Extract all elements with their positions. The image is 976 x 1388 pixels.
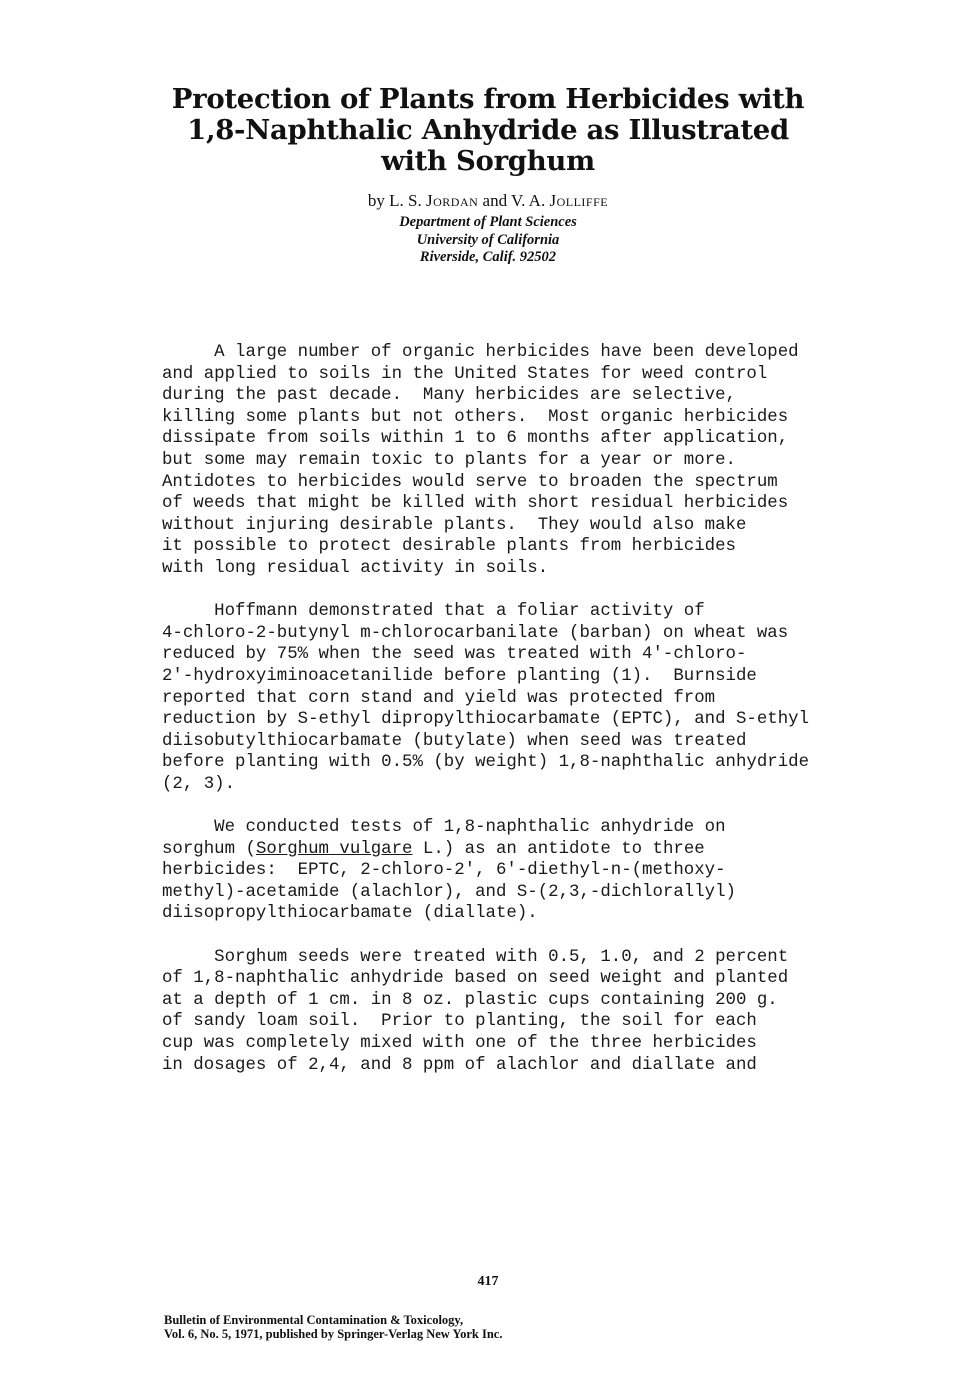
journal-footer <box>164 1313 764 1341</box>
text-fragment: sorghum ( <box>162 839 256 859</box>
text-line: with long residual activity in soils. <box>162 558 549 578</box>
text-line: methyl)-acetamide (alachlor), and S-(2,3,-dichlorallyl) <box>162 882 736 902</box>
affiliation-line: Riverside, Calif. 92502 <box>419 249 557 265</box>
footer-line: Vol. 6, No. 5, 1971, published by Springer-Verlag New York Inc. <box>164 1327 503 1341</box>
byline-connector: and V. A. <box>482 191 546 210</box>
paper-title <box>160 84 816 177</box>
affiliation <box>160 214 816 267</box>
text-line: reported that corn stand and yield was protected from <box>162 688 716 708</box>
text-line: in dosages of 2,4, and 8 ppm of alachlor and diallate and <box>162 1055 757 1075</box>
text-line: at a depth of 1 cm. in 8 oz. plastic cups containing 200 g. <box>162 990 778 1010</box>
text-line: killing some plants but not others. Most organic herbicides <box>162 407 789 427</box>
title-line: 1,8-Naphthalic Anhydride as Illustrated <box>187 114 789 146</box>
paragraph-4 <box>162 947 842 1077</box>
text-fragment: L.) as an antidote to three <box>412 839 705 859</box>
body-text <box>162 342 842 1098</box>
species-name: Sorghum vulgare <box>255 839 413 859</box>
affiliation-line: Department of Plant Sciences <box>399 214 577 230</box>
text-line: We conducted tests of 1,8-naphthalic anhydride on <box>162 818 726 838</box>
text-line: A large number of organic herbicides have been developed <box>162 343 799 362</box>
text-line: and applied to soils in the United States for weed control <box>162 364 768 384</box>
text-line: Hoffmann demonstrated that a foliar activity of <box>162 602 705 622</box>
affiliation-line: University of California <box>416 231 560 248</box>
text-line: during the past decade. Many herbicides are selective, <box>162 386 736 406</box>
text-line: 2'-hydroxyiminoacetanilide before planting (1). Burnside <box>162 666 757 686</box>
text-line: 4-chloro-2-butynyl m-chlorocarbanilate (barban) on wheat was <box>162 623 789 643</box>
text-line: (2, 3). <box>162 774 236 794</box>
text-line: of 1,8-naphthalic anhydride based on seed weight and planted <box>162 969 789 989</box>
text-line: before planting with 0.5% (by weight) 1,8-naphthalic anhydride <box>162 753 810 773</box>
text-line: of weeds that might be killed with short residual herbicides <box>162 494 789 514</box>
text-line: cup was completely mixed with one of the three herbicides <box>162 1034 757 1053</box>
page-number: 417 <box>477 1274 499 1289</box>
author-name: Jordan <box>426 191 479 210</box>
text-line: dissipate from soils within 1 to 6 months after application, <box>162 429 789 449</box>
text-line: Sorghum seeds were treated with 0.5, 1.0, and 2 percent <box>162 947 789 967</box>
author-name: Jolliffe <box>549 191 609 210</box>
paragraph-1 <box>162 342 842 580</box>
text-line: reduction by S-ethyl dipropylthiocarbamate (EPTC), and S-ethyl <box>162 710 810 730</box>
text-line <box>162 839 842 861</box>
text-line: Antidotes to herbicides would serve to broaden the spectrum <box>162 472 778 492</box>
text-line: it possible to protect desirable plants from herbicides <box>162 537 736 557</box>
byline-prefix: by L. S. <box>367 191 422 210</box>
text-line: diisobutylthiocarbamate (butylate) when seed was treated <box>162 731 747 751</box>
text-line: diisopropylthiocarbamate (diallate). <box>162 904 538 924</box>
text-line: herbicides: EPTC, 2-chloro-2', 6'-diethyl-n-(methoxy- <box>162 861 726 881</box>
footer-line: Bulletin of Environmental Contamination & Toxicology, <box>164 1313 464 1327</box>
title-line: Protection of Plants from Herbicides with <box>171 83 805 115</box>
paragraph-2 <box>162 601 842 795</box>
text-line: of sandy loam soil. Prior to planting, the soil for each <box>162 1012 757 1032</box>
text-line: reduced by 75% when the seed was treated with 4'-chloro- <box>162 645 747 665</box>
text-line: without injuring desirable plants. They would also make <box>162 515 747 535</box>
text-line: but some may remain toxic to plants for a year or more. <box>162 450 736 470</box>
title-line: with Sorghum <box>381 145 595 177</box>
author-byline <box>160 190 816 212</box>
paragraph-3 <box>162 817 842 925</box>
